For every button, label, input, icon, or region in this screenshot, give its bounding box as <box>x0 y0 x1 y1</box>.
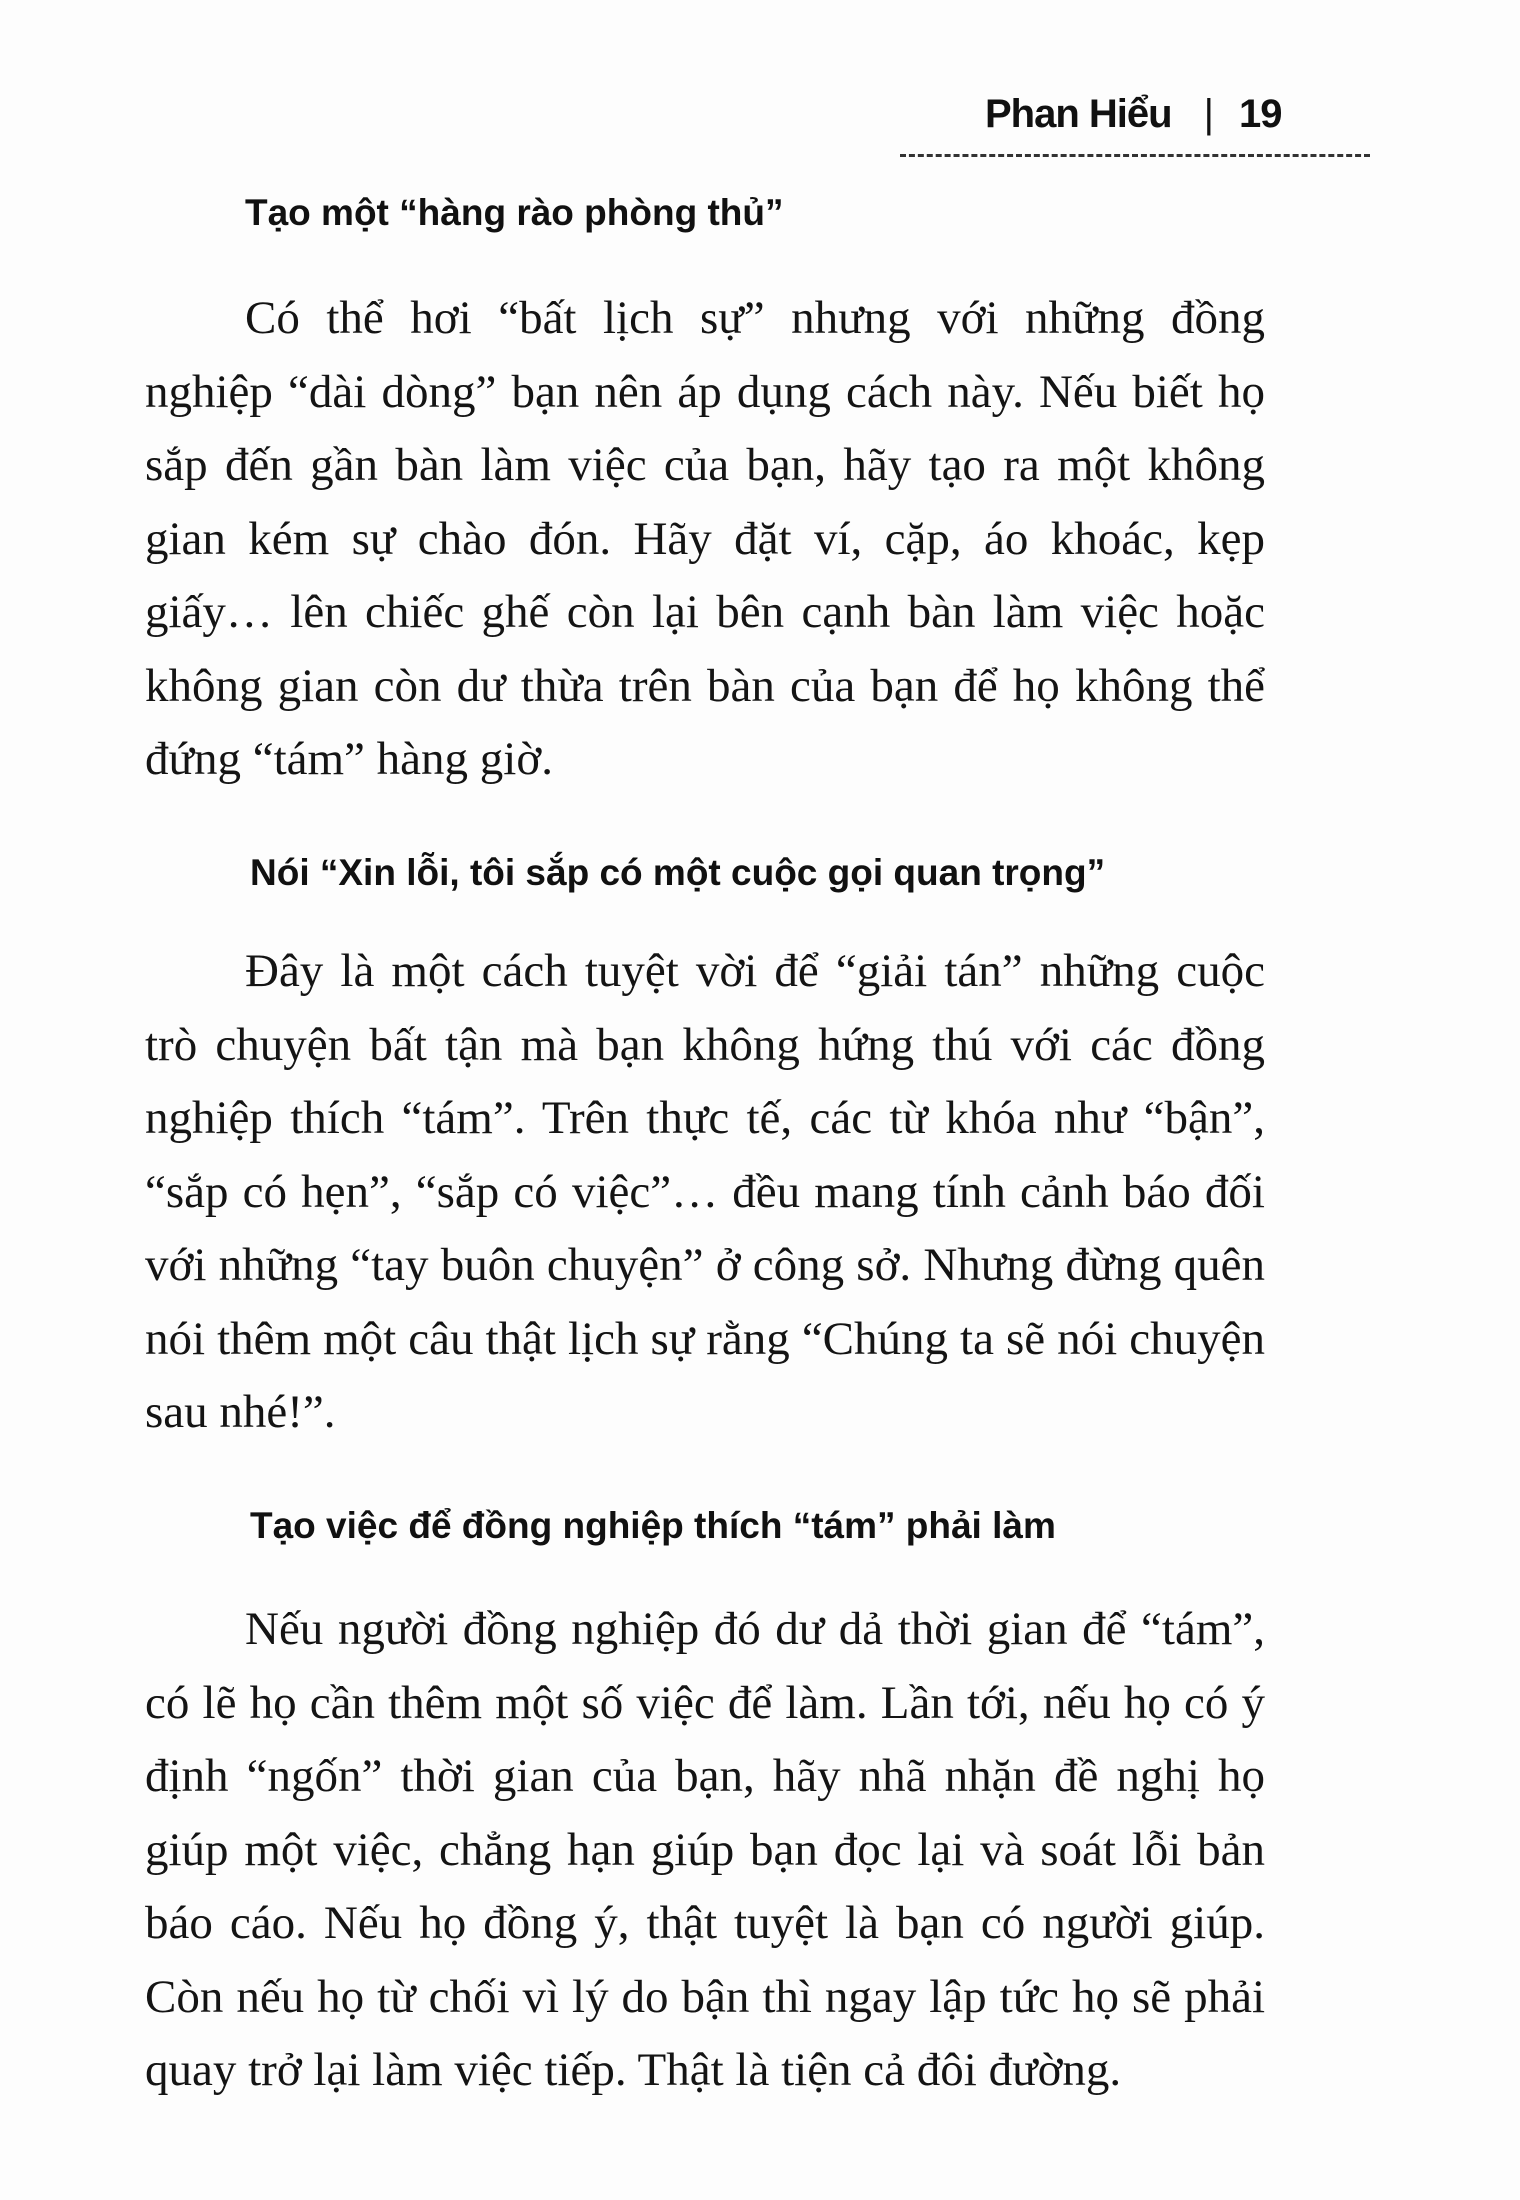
section-heading-important-call: Nói “Xin lỗi, tôi sắp có một cuộc gọi quan trọng” <box>250 852 1106 893</box>
section-heading-create-work: Tạo việc để đồng nghiệp thích “tám” phải làm <box>250 1505 1056 1546</box>
author-name: Phan Hiểu <box>985 92 1172 136</box>
page-number: 19 <box>1238 92 1282 136</box>
header-dashed-rule <box>900 154 1370 157</box>
section-paragraph-defense-fence: Có thể hơi “bất lịch sự” nhưng với những đồng nghiệp “dài dòng” bạn nên áp dụng cách này. Nếu biết họ sắp đến gần bàn làm việc của bạn, hãy tạo ra một không gian kém sự chào đón. Hãy đặt ví, cặp, áo khoác, kẹp giấy… lên chiếc ghế còn lại bên cạnh bàn làm việc hoặc không gian còn dư thừa trên bàn của bạn để họ không thể đứng “tám” hàng giờ. <box>145 292 1265 785</box>
section-paragraph-important-call: Đây là một cách tuyệt vời để “giải tán” những cuộc trò chuyện bất tận mà bạn không hứng thú với các đồng nghiệp thích “tám”. Trên thực tế, các từ khóa như “bận”, “sắp có hẹn”, “sắp có việc”… đều mang tính cảnh báo đối với những “tay buôn chuyện” ở công sở. Nhưng đừng quên nói thêm một câu thật lịch sự rằng “Chúng ta sẽ nói chuyện sau nhé!”. <box>145 945 1265 1438</box>
header-separator: | <box>1203 92 1213 136</box>
running-header <box>985 92 1281 137</box>
section-heading-defense-fence: Tạo một “hàng rào phòng thủ” <box>245 192 784 233</box>
section-paragraph-create-work: Nếu người đồng nghiệp đó dư dả thời gian để “tám”, có lẽ họ cần thêm một số việc để làm. Lần tới, nếu họ có ý định “ngốn” thời gian của bạn, hãy nhã nhặn đề nghị họ giúp một việc, chẳng hạn giúp bạn đọc lại và soát lỗi bản báo cáo. Nếu họ đồng ý, thật tuyệt là bạn có người giúp. Còn nếu họ từ chối vì lý do bận thì ngay lập tức họ sẽ phải quay trở lại làm việc tiếp. Thật là tiện cả đôi đường. <box>145 1603 1265 2096</box>
